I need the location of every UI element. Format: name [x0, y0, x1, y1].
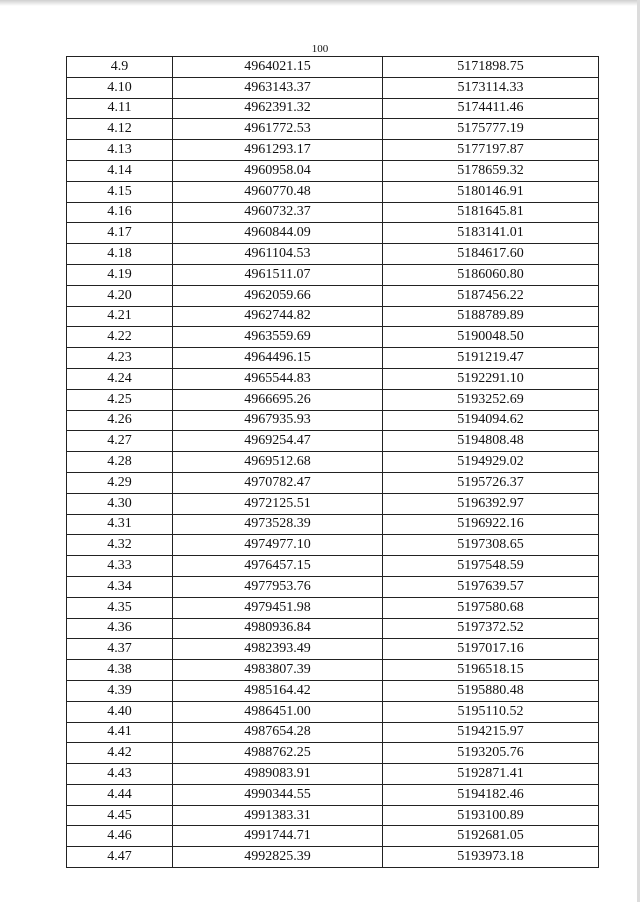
table-row [67, 680, 599, 701]
y-coordinate-cell: 5180146.91 [383, 181, 599, 202]
coordinates-table-body [67, 57, 599, 868]
x-coordinate-cell: 4992825.39 [173, 847, 383, 868]
table-row [67, 77, 599, 98]
table-row [67, 306, 599, 327]
y-coordinate-cell: 5192871.41 [383, 764, 599, 785]
x-coordinate-cell: 4961511.07 [173, 264, 383, 285]
y-coordinate-cell: 5183141.01 [383, 223, 599, 244]
point-id-cell: 4.17 [67, 223, 173, 244]
point-id-cell: 4.25 [67, 389, 173, 410]
x-coordinate-cell: 4962391.32 [173, 98, 383, 119]
table-row [67, 514, 599, 535]
y-coordinate-cell: 5187456.22 [383, 285, 599, 306]
x-coordinate-cell: 4982393.49 [173, 639, 383, 660]
point-id-cell: 4.41 [67, 722, 173, 743]
point-id-cell: 4.13 [67, 140, 173, 161]
y-coordinate-cell: 5194182.46 [383, 784, 599, 805]
x-coordinate-cell: 4969512.68 [173, 452, 383, 473]
table-row [67, 244, 599, 265]
y-coordinate-cell: 5192681.05 [383, 826, 599, 847]
y-coordinate-cell: 5178659.32 [383, 160, 599, 181]
table-row [67, 285, 599, 306]
point-id-cell: 4.47 [67, 847, 173, 868]
x-coordinate-cell: 4980936.84 [173, 618, 383, 639]
x-coordinate-cell: 4963559.69 [173, 327, 383, 348]
point-id-cell: 4.36 [67, 618, 173, 639]
table-row [67, 535, 599, 556]
table-row [67, 764, 599, 785]
y-coordinate-cell: 5197017.16 [383, 639, 599, 660]
table-row [67, 389, 599, 410]
x-coordinate-cell: 4966695.26 [173, 389, 383, 410]
x-coordinate-cell: 4960770.48 [173, 181, 383, 202]
y-coordinate-cell: 5188789.89 [383, 306, 599, 327]
table-row [67, 327, 599, 348]
y-coordinate-cell: 5173114.33 [383, 77, 599, 98]
point-id-cell: 4.10 [67, 77, 173, 98]
x-coordinate-cell: 4991383.31 [173, 805, 383, 826]
y-coordinate-cell: 5186060.80 [383, 264, 599, 285]
table-row [67, 701, 599, 722]
y-coordinate-cell: 5193100.89 [383, 805, 599, 826]
y-coordinate-cell: 5196392.97 [383, 493, 599, 514]
point-id-cell: 4.16 [67, 202, 173, 223]
point-id-cell: 4.31 [67, 514, 173, 535]
y-coordinate-cell: 5194808.48 [383, 431, 599, 452]
x-coordinate-cell: 4991744.71 [173, 826, 383, 847]
y-coordinate-cell: 5195110.52 [383, 701, 599, 722]
table-row [67, 618, 599, 639]
table-row [67, 826, 599, 847]
x-coordinate-cell: 4989083.91 [173, 764, 383, 785]
point-id-cell: 4.27 [67, 431, 173, 452]
y-coordinate-cell: 5193205.76 [383, 743, 599, 764]
page-number: 100 [311, 43, 329, 55]
point-id-cell: 4.42 [67, 743, 173, 764]
y-coordinate-cell: 5197372.52 [383, 618, 599, 639]
y-coordinate-cell: 5193973.18 [383, 847, 599, 868]
point-id-cell: 4.9 [67, 57, 173, 78]
table-row [67, 743, 599, 764]
point-id-cell: 4.24 [67, 368, 173, 389]
coordinates-table [66, 56, 599, 868]
table-row [67, 597, 599, 618]
point-id-cell: 4.34 [67, 576, 173, 597]
table-row [67, 452, 599, 473]
table-row [67, 556, 599, 577]
x-coordinate-cell: 4970782.47 [173, 472, 383, 493]
x-coordinate-cell: 4964496.15 [173, 348, 383, 369]
x-coordinate-cell: 4967935.93 [173, 410, 383, 431]
table-row [67, 410, 599, 431]
y-coordinate-cell: 5194215.97 [383, 722, 599, 743]
x-coordinate-cell: 4985164.42 [173, 680, 383, 701]
x-coordinate-cell: 4983807.39 [173, 660, 383, 681]
x-coordinate-cell: 4960958.04 [173, 160, 383, 181]
x-coordinate-cell: 4990344.55 [173, 784, 383, 805]
table-row [67, 119, 599, 140]
table-row [67, 140, 599, 161]
x-coordinate-cell: 4973528.39 [173, 514, 383, 535]
table-row [67, 57, 599, 78]
table-row [67, 722, 599, 743]
y-coordinate-cell: 5190048.50 [383, 327, 599, 348]
table-row [67, 472, 599, 493]
table-row [67, 368, 599, 389]
point-id-cell: 4.18 [67, 244, 173, 265]
table-row [67, 160, 599, 181]
table-row [67, 202, 599, 223]
x-coordinate-cell: 4969254.47 [173, 431, 383, 452]
x-coordinate-cell: 4988762.25 [173, 743, 383, 764]
y-coordinate-cell: 5197308.65 [383, 535, 599, 556]
x-coordinate-cell: 4972125.51 [173, 493, 383, 514]
point-id-cell: 4.35 [67, 597, 173, 618]
x-coordinate-cell: 4977953.76 [173, 576, 383, 597]
point-id-cell: 4.38 [67, 660, 173, 681]
point-id-cell: 4.29 [67, 472, 173, 493]
point-id-cell: 4.37 [67, 639, 173, 660]
point-id-cell: 4.22 [67, 327, 173, 348]
y-coordinate-cell: 5197548.59 [383, 556, 599, 577]
x-coordinate-cell: 4976457.15 [173, 556, 383, 577]
point-id-cell: 4.32 [67, 535, 173, 556]
table-row [67, 264, 599, 285]
table-row [67, 660, 599, 681]
y-coordinate-cell: 5192291.10 [383, 368, 599, 389]
y-coordinate-cell: 5174411.46 [383, 98, 599, 119]
y-coordinate-cell: 5195726.37 [383, 472, 599, 493]
point-id-cell: 4.45 [67, 805, 173, 826]
x-coordinate-cell: 4960844.09 [173, 223, 383, 244]
point-id-cell: 4.44 [67, 784, 173, 805]
table-row [67, 348, 599, 369]
y-coordinate-cell: 5197580.68 [383, 597, 599, 618]
point-id-cell: 4.28 [67, 452, 173, 473]
table-row [67, 639, 599, 660]
point-id-cell: 4.30 [67, 493, 173, 514]
point-id-cell: 4.33 [67, 556, 173, 577]
point-id-cell: 4.15 [67, 181, 173, 202]
point-id-cell: 4.39 [67, 680, 173, 701]
y-coordinate-cell: 5196518.15 [383, 660, 599, 681]
x-coordinate-cell: 4961772.53 [173, 119, 383, 140]
y-coordinate-cell: 5184617.60 [383, 244, 599, 265]
point-id-cell: 4.20 [67, 285, 173, 306]
table-row [67, 431, 599, 452]
x-coordinate-cell: 4961293.17 [173, 140, 383, 161]
y-coordinate-cell: 5197639.57 [383, 576, 599, 597]
x-coordinate-cell: 4987654.28 [173, 722, 383, 743]
x-coordinate-cell: 4986451.00 [173, 701, 383, 722]
y-coordinate-cell: 5171898.75 [383, 57, 599, 78]
y-coordinate-cell: 5191219.47 [383, 348, 599, 369]
table-row [67, 576, 599, 597]
point-id-cell: 4.40 [67, 701, 173, 722]
point-id-cell: 4.21 [67, 306, 173, 327]
x-coordinate-cell: 4962744.82 [173, 306, 383, 327]
table-row [67, 223, 599, 244]
point-id-cell: 4.46 [67, 826, 173, 847]
x-coordinate-cell: 4974977.10 [173, 535, 383, 556]
y-coordinate-cell: 5196922.16 [383, 514, 599, 535]
y-coordinate-cell: 5181645.81 [383, 202, 599, 223]
point-id-cell: 4.12 [67, 119, 173, 140]
table-row [67, 98, 599, 119]
scan-edge-top [0, 0, 640, 6]
y-coordinate-cell: 5194094.62 [383, 410, 599, 431]
table-row [67, 181, 599, 202]
y-coordinate-cell: 5195880.48 [383, 680, 599, 701]
y-coordinate-cell: 5194929.02 [383, 452, 599, 473]
point-id-cell: 4.14 [67, 160, 173, 181]
point-id-cell: 4.43 [67, 764, 173, 785]
x-coordinate-cell: 4962059.66 [173, 285, 383, 306]
x-coordinate-cell: 4961104.53 [173, 244, 383, 265]
x-coordinate-cell: 4979451.98 [173, 597, 383, 618]
table-row [67, 805, 599, 826]
point-id-cell: 4.26 [67, 410, 173, 431]
y-coordinate-cell: 5193252.69 [383, 389, 599, 410]
x-coordinate-cell: 4960732.37 [173, 202, 383, 223]
table-row [67, 847, 599, 868]
y-coordinate-cell: 5177197.87 [383, 140, 599, 161]
table-row [67, 784, 599, 805]
x-coordinate-cell: 4963143.37 [173, 77, 383, 98]
x-coordinate-cell: 4965544.83 [173, 368, 383, 389]
table-row [67, 493, 599, 514]
point-id-cell: 4.23 [67, 348, 173, 369]
y-coordinate-cell: 5175777.19 [383, 119, 599, 140]
point-id-cell: 4.19 [67, 264, 173, 285]
point-id-cell: 4.11 [67, 98, 173, 119]
x-coordinate-cell: 4964021.15 [173, 57, 383, 78]
